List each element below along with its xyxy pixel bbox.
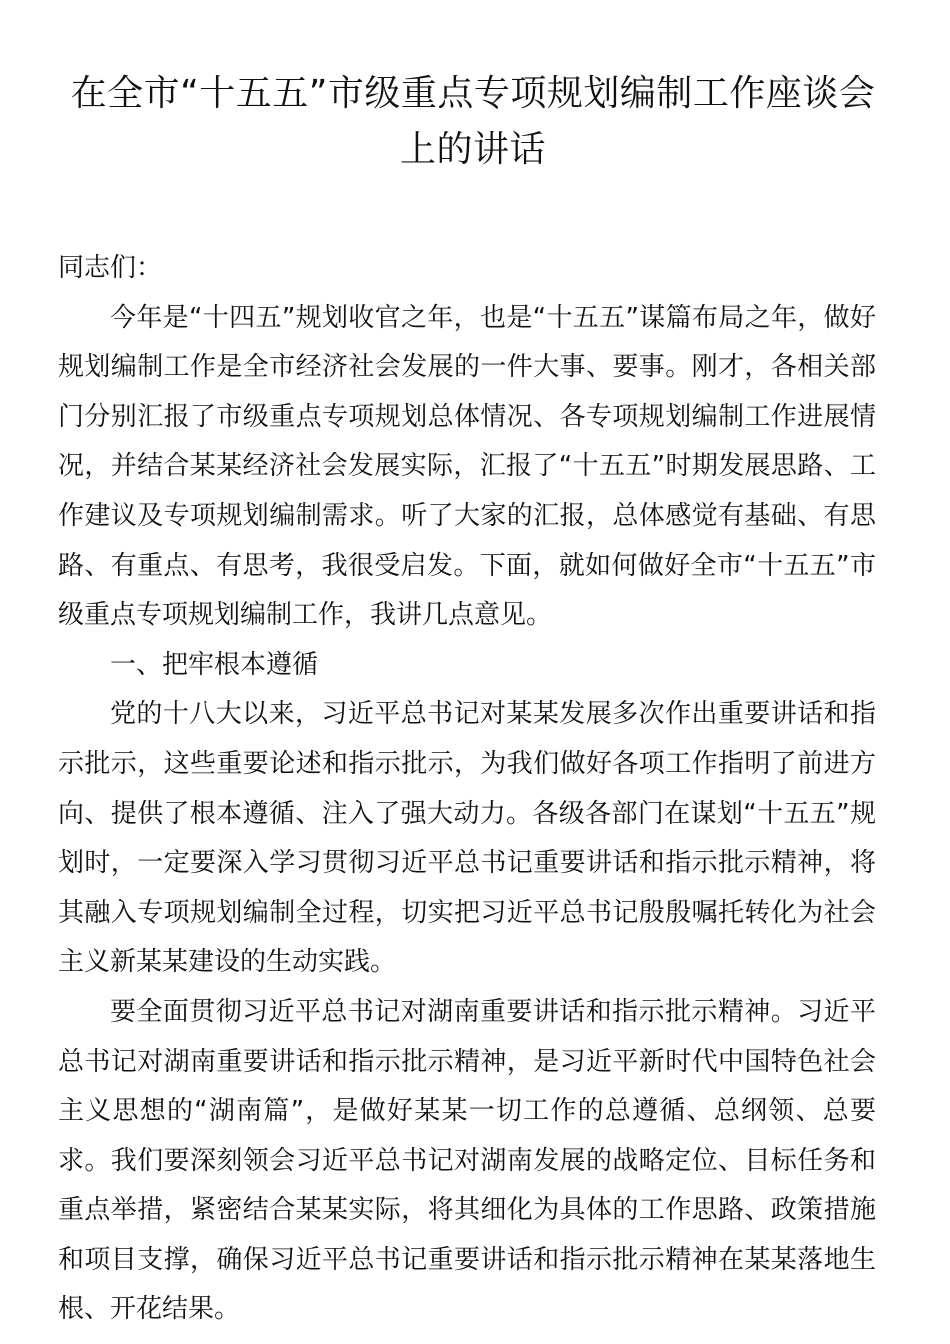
section-paragraph: 党的十八大以来，习近平总书记对某某发展多次作出重要讲话和指示批示，这些重要论述和指示批示，为我们做好各项工作指明了前进方向、提供了根本遵循、注入了强大动力。各级各部门在谋划“十五五”规划时，一定要深入学习贯彻习近平总书记重要讲话和指示批示精神，将其融入专项规划编制全过程，切实把习近平总书记殷殷嘱托转化为社会主义新某某建设的生动实践。 [58, 699, 876, 978]
greeting: 同志们： [58, 253, 163, 283]
intro-paragraph: 今年是“十四五”规划收官之年，也是“十五五”谋篇布局之年，做好规划编制工作是全市经济社会发展的一件大事、要事。刚才，各相关部门分别汇报了市级重点专项规划总体情况、各专项规划编制工作进展情况，并结合某某经济社会发展实际，汇报了“十五五”时期发展思路、工作建议及专项规划编制需求。听了大家的汇报，总体感觉有基础、有思路、有重点、有思考，我很受启发。下面，就如何做好全市“十五五”市级重点专项规划编制工作，我讲几点意见。 [58, 302, 876, 631]
section-heading: 一、把牢根本遵循 [110, 649, 319, 680]
document-title: 在全市“十五五”市级重点专项规划编制工作座谈会上的讲话 [70, 73, 876, 170]
document-body [58, 244, 876, 1335]
section-paragraph: 要全面贯彻习近平总书记对湖南重要讲话和指示批示精神。习近平总书记对湖南重要讲话和指示批示精神，是习近平新时代中国特色社会主义思想的“湖南篇”，是做好某某一切工作的总遵循、总纲领、总要求。我们要深刻领会习近平总书记对湖南发展的战略定位、目标任务和重点举措，紧密结合某某实际，将其细化为具体的工作思路、政策措施和项目支撑，确保习近平总书记重要讲话和指示批示精神在某某落地生根、开花结果。 [58, 996, 876, 1325]
